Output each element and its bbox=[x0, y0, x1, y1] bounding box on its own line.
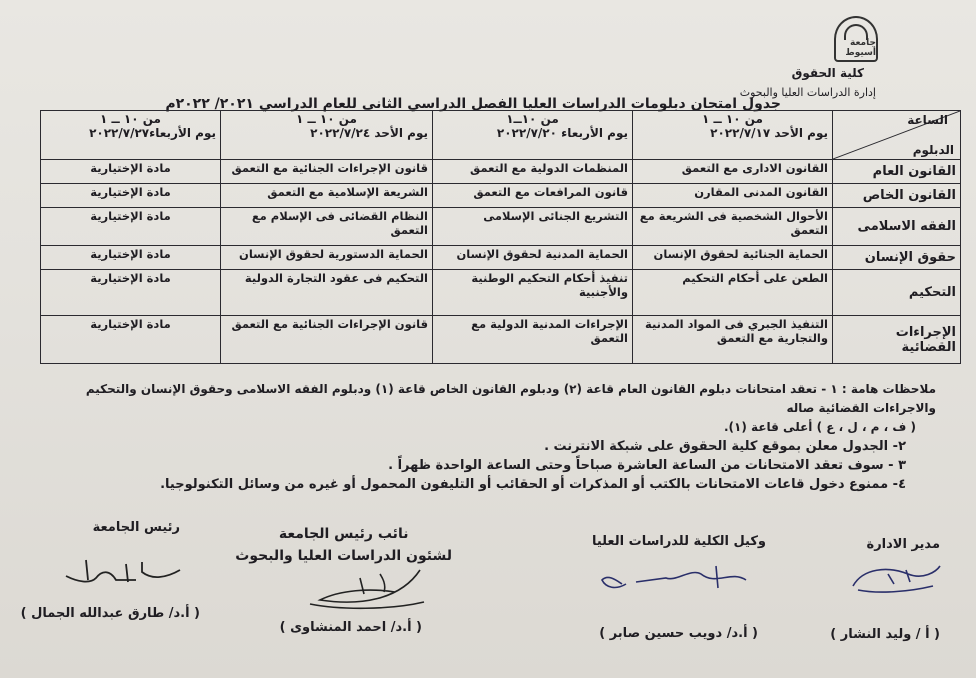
handwritten-signature-icon bbox=[300, 560, 430, 612]
corner-hour-label: الساعة bbox=[907, 113, 948, 127]
signature-title: رئيس الجامعة bbox=[92, 520, 180, 535]
column-time: من ١٠ــ١ bbox=[506, 112, 559, 126]
signature-president-name: ( أ.د/ طارق عبدالله الجمال ) bbox=[20, 606, 200, 621]
admin-name: إدارة الدراسات العليا والبحوث bbox=[739, 86, 876, 99]
table-cell: الإجراءات المدنية الدولية مع التعمق bbox=[433, 316, 633, 364]
table-row bbox=[41, 184, 961, 208]
table-cell: قانون الإجراءات الجنائية مع التعمق bbox=[221, 160, 433, 184]
list-item: ٢- الجدول معلن بموقع كلية الحقوق على شبكة الانترنت . bbox=[544, 439, 906, 454]
table-cell: التشريع الجنائى الإسلامى bbox=[433, 208, 633, 246]
table-cell: الحماية المدنية لحقوق الإنسان bbox=[433, 246, 633, 270]
column-time: من ١٠ ــ ١ bbox=[296, 112, 357, 126]
table-row bbox=[41, 316, 961, 364]
table-cell: قانون الإجراءات الجنائية مع التعمق bbox=[221, 316, 433, 364]
signature-president bbox=[93, 520, 180, 535]
faculty-name: كلية الحقوق bbox=[791, 66, 864, 80]
important-notes bbox=[36, 380, 936, 437]
column-header bbox=[41, 111, 221, 160]
row-header: التحكيم bbox=[833, 270, 961, 316]
row-header: الإجراءات القضائية bbox=[833, 316, 961, 364]
document-title: جدول امتحان دبلومات الدراسات العليا الفصل الدراسي الثانى للعام الدراسي ٢٠٢١/ ٢٠٢٢م bbox=[165, 96, 781, 112]
corner-cell bbox=[833, 111, 961, 160]
table-cell: مادة الإختيارية bbox=[41, 160, 221, 184]
table-cell: الحماية الدستورية لحقوق الإنسان bbox=[221, 246, 433, 270]
table-cell: التحكيم فى عقود التجارة الدولية bbox=[221, 270, 433, 316]
signature-vice-dean bbox=[592, 534, 766, 549]
signature-director bbox=[867, 537, 940, 552]
table-cell: الأحوال الشخصية فى الشريعة مع التعمق bbox=[633, 208, 833, 246]
handwritten-signature-icon bbox=[848, 560, 944, 600]
note-line-1: ملاحظات هامة : ١ - تعقد امتحانات دبلوم القانون العام قاعة (٢) ودبلوم القانون الخاص قاعة (١) ودبلوم الفقه الاسلامى وحقوق الإنسان والتحكيم والاجراءات القضائية صاله bbox=[85, 382, 936, 415]
column-time: من ١٠ ــ ١ bbox=[100, 112, 161, 126]
table-cell: القانون المدنى المقارن bbox=[633, 184, 833, 208]
signature-title-line-1: نائب رئيس الجامعة bbox=[278, 526, 409, 542]
table-row bbox=[41, 270, 961, 316]
row-header: القانون الخاص bbox=[833, 184, 961, 208]
table-cell: مادة الإختيارية bbox=[41, 270, 221, 316]
signature-title: مدير الادارة bbox=[866, 537, 940, 552]
table-cell: الطعن على أحكام التحكيم bbox=[633, 270, 833, 316]
signature-director-name: ( أ / وليد النشار ) bbox=[830, 627, 940, 642]
table-cell: مادة الإختيارية bbox=[41, 316, 221, 364]
column-time: من ١٠ ــ ١ bbox=[702, 112, 763, 126]
table-cell: التنفيذ الجبري فى المواد المدنية والتجارية مع التعمق bbox=[633, 316, 833, 364]
note-line-2: ( ف ، م ، ل ، ع ) أعلى قاعة (١). bbox=[724, 420, 916, 434]
table-cell: الشريعة الإسلامية مع التعمق bbox=[221, 184, 433, 208]
column-header bbox=[221, 111, 433, 160]
handwritten-signature-icon bbox=[56, 556, 186, 588]
list-item: ٤- ممنوع دخول قاعات الامتحانات بالكتب أو المذكرات أو الحقائب أو التليفون المحمول أو غيره من وسائل التكنولوجيا. bbox=[160, 477, 906, 492]
row-header: الفقه الاسلامى bbox=[833, 208, 961, 246]
logo-text: جامعة أسيوط bbox=[845, 38, 876, 58]
row-header: حقوق الإنسان bbox=[833, 246, 961, 270]
list-item: ٣ - سوف تعقد الامتحانات من الساعة العاشرة صباحاً وحتى الساعة الواحدة ظهراً . bbox=[388, 458, 906, 473]
university-logo bbox=[834, 16, 878, 62]
exam-schedule-table bbox=[40, 110, 961, 364]
signature-vice-dean-name: ( أ.د/ دويب حسين صابر ) bbox=[599, 626, 758, 641]
corner-diploma-label: الدبلوم bbox=[912, 143, 954, 157]
column-header bbox=[433, 111, 633, 160]
row-header: القانون العام bbox=[833, 160, 961, 184]
table-cell: تنفيذ أحكام التحكيم الوطنية والأجنبية bbox=[433, 270, 633, 316]
signature-vice-president-name: ( أ.د/ احمد المنشاوى ) bbox=[279, 620, 422, 635]
table-header-row bbox=[41, 111, 961, 160]
table-cell: الحماية الجنائية لحقوق الإنسان bbox=[633, 246, 833, 270]
column-date: يوم الأربعاء٢٠٢٢/٧/٢٧ bbox=[89, 126, 216, 140]
signature-title: وكيل الكلية للدراسات العليا bbox=[591, 534, 766, 549]
table-cell: مادة الإختيارية bbox=[41, 246, 221, 270]
table-cell: قانون المرافعات مع التعمق bbox=[433, 184, 633, 208]
table-cell: مادة الإختيارية bbox=[41, 208, 221, 246]
column-date: يوم الأحد ٢٠٢٢/٧/١٧ bbox=[710, 126, 828, 140]
table-cell: مادة الإختيارية bbox=[41, 184, 221, 208]
handwritten-signature-icon bbox=[596, 560, 756, 596]
notes-list bbox=[56, 437, 906, 494]
column-date: يوم الأربعاء ٢٠٢٢/٧/٢٠ bbox=[496, 126, 628, 140]
signature-title-line-2: لشئون الدراسات العليا والبحوث bbox=[235, 548, 452, 564]
table-cell: النظام القضائى فى الإسلام مع التعمق bbox=[221, 208, 433, 246]
table-cell: المنظمات الدولية مع التعمق bbox=[433, 160, 633, 184]
column-date: يوم الأحد ٢٠٢٢/٧/٢٤ bbox=[310, 126, 428, 140]
table-row bbox=[41, 246, 961, 270]
table-row bbox=[41, 208, 961, 246]
column-header bbox=[633, 111, 833, 160]
table-cell: القانون الادارى مع التعمق bbox=[633, 160, 833, 184]
table-row bbox=[41, 160, 961, 184]
